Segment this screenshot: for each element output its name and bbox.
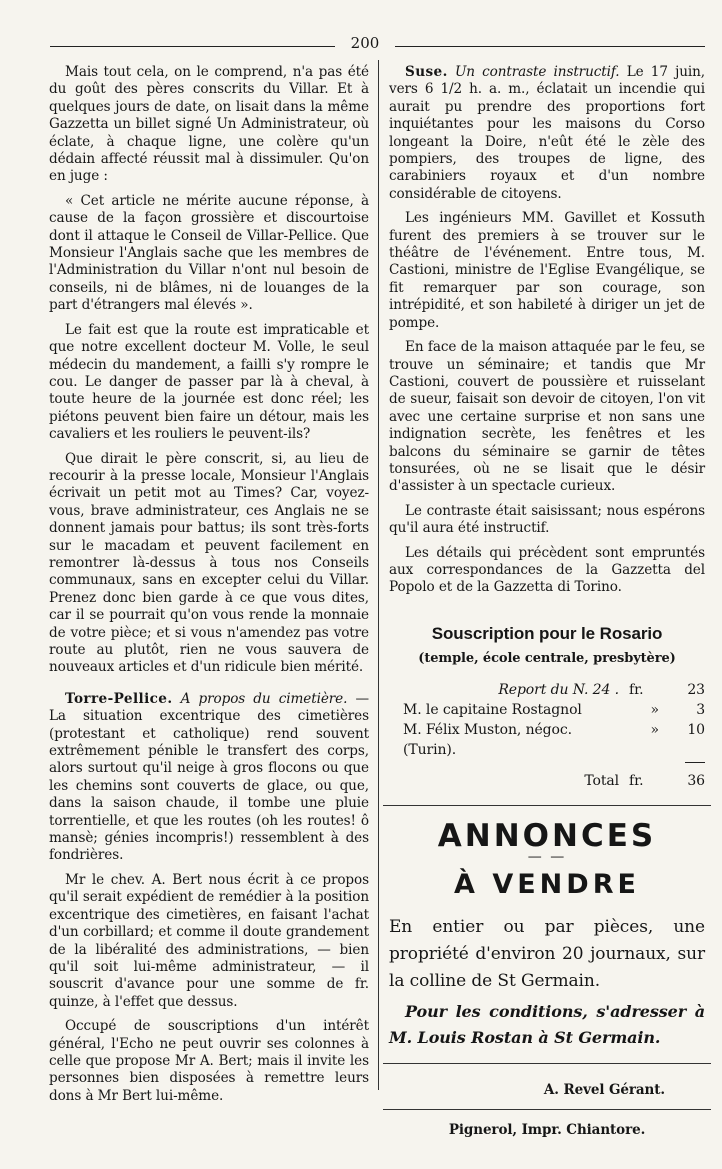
annonces-heading: ANNONCES [437, 817, 657, 854]
section-rule [383, 805, 711, 806]
subscription-row: M. Félix Muston, négoc. (Turin). » 10 [403, 721, 705, 758]
header-rule-right [395, 46, 705, 47]
right-column [389, 64, 705, 1140]
lead-contraste: Un contraste instructif. [454, 64, 620, 80]
annonces-dash: — — [527, 849, 567, 865]
gerant-signature: A. Revel Gérant. [543, 1081, 665, 1098]
footer-rule [383, 1063, 711, 1064]
paragraph-sources: Les détails qui précèdent sont empruntés aux correspondances de la Gazzetta del Popolo et de la Gazzetta di Torino. [389, 544, 705, 596]
column-divider [378, 60, 379, 1090]
ad-text: En entier ou par pièces, une propriété d'environ 20 journaux, sur la colline de St Germain. [389, 916, 705, 991]
page-number: 200 [350, 34, 380, 52]
printer-imprint: Pignerol, Impr. Chiantore. [448, 1122, 646, 1139]
paragraph-seminaire: En face de la maison attaquée par le feu, se trouve un séminaire; et tandis que Mr Castioni, couvert de poussière et ruisselant de sueur, faisait son devoir de citoyen, l'on vit avec une certaine surprise et non sans une indignation secrète, les fenêtres et les balcons du séminaire se garnir de têtes tonsurées, où ne se lisait que le désir d'assister à un spectacle curieux. [389, 339, 705, 495]
rubric-suse: Suse. [405, 64, 448, 80]
paragraph-route: Le fait est que la route est impraticable et que notre excellent docteur M. Volle, le seul médecin du mandement, a failli s'y rompre le cou. Le danger de passer par là à cheval, à toute heure de la journée est donc réel; les piétons peuvent bien faire un détour, mais les cavaliers et les rouliers le peuvent-ils? [49, 321, 369, 443]
subscription-title: Souscription pour le Rosario [431, 623, 663, 643]
paragraph-villar-intro: Mais tout cela, on le comprend, n'a pas été du goût des pères conscrits du Villar. Et à quelques jours de date, on lisait dans la même Gazzetta un billet signé Un Administrateur, où éclate, à chaque ligne, une colère qu'un dédain affecté réussit mal à dissimuler. Qu'on en juge : [49, 64, 369, 185]
rubric-torre-pellice: Torre-Pellice. [65, 690, 173, 707]
subscription-subtitle: (temple, école centrale, presbytère) [418, 651, 676, 667]
paragraph-bert: Mr le chev. A. Bert nous écrit à ce propos qu'il serait expédient de remédier à la position excentrique des cimetières, en faisant l'achat d'un corbillard; et comme il doute grandement de la libéralité des administrations, — bien qu'il soit lui-même administrateur, — il souscrit d'avance pour une somme de fr. quinze, à l'effet que dessus. [49, 871, 369, 1010]
text-cimetiere: — La situation excentrique des cimetières (protestant et catholique) rend souvent extrêmement pénible le transfert des corps, alors surtout qu'il neige à gros flocons ou que les chemins sont couverts de glace, ou que, dans la saison chaude, il tombe une pluie torrentielle, et que les routes (oh les routes! ô mansè; génies incompris!) ressemblent à des fondrières. [49, 690, 369, 864]
left-column [49, 64, 369, 1112]
paragraph-quote-administrateur: « Cet article ne mérite aucune réponse, à cause de la façon grossière et discourtoise dont il attaque le Conseil de Villar-Pellice. Que Monsieur l'Anglais sache que les membres de l'Administration du Villar n'ont nul besoin de conseils, ni de blâmes, ni de louanges de la part d'étrangers mal élevés ». [49, 192, 369, 314]
paragraph-contraste: Le contraste était saisissant; nous espérons qu'il aura été instructif. [389, 502, 705, 537]
text-incendie: Le 17 juin, vers 6 1/2 h. a. m., éclatait un incendie qui aurait pu prendre des proportions fort inquiétantes pour les maisons du Corso longeant la Doire, n'eût été le zèle des pompiers, des troupes de ligne, des carabiniers royaux et d'un nombre considérable de citoyens. [389, 64, 705, 202]
subscription-row: M. le capitaine Rostagnol » 3 [403, 701, 705, 718]
subscription-row: Report du N. 24 . fr. 23 [498, 681, 705, 698]
ad-conditions: Pour les conditions, s'adresser à M. Louis Rostan à St Germain. [389, 1001, 705, 1047]
subscription-total: Total fr. 36 [584, 772, 705, 789]
paragraph-times: Que dirait le père conscrit, si, au lieu de recourir à la presse locale, Monsieur l'Anglais écrivait un petit mot au Times? Car, voyez-vous, brave administrateur, ces Anglais ne se donnent jamais pour battus; ils sont très-forts sur le macadam et peuvent facilement en remontrer là-dessus à tous nos Conseils communaux, sans en excepter celui du Villar. Prenez donc bien garde à ce que vous dites, car il se pourrait qu'on vous rende la monnaie de votre pièce; et si vous n'amendez pas votre route au plutôt, rien ne vous sauvera de nouveaux articles et d'un ridicule bien mérité. [49, 450, 369, 676]
paragraph-ingenieurs: Les ingénieurs MM. Gavillet et Kossuth furent des premiers à se trouver sur le théâtre de l'événement. Entre tous, M. Castioni, ministre de l'Eglise Evangélique, se fit remarquer par son courage, son intrépidité, et son habileté à diriger un jet de pompe. [389, 210, 705, 331]
footer-rule-2 [383, 1109, 711, 1110]
lead-cimetiere: A propos du cimetière. [180, 690, 348, 707]
paragraph-echo: Occupé de souscriptions d'un intérêt général, l'Echo ne peut ouvrir ses colonnes à celle que propose Mr A. Bert; mais il invite les personnes bien disposées à remettre leurs dons à Mr Bert lui-même. [49, 1018, 369, 1104]
sum-rule [685, 762, 705, 763]
header-rule-left [50, 46, 335, 47]
a-vendre-title: À VENDRE [454, 869, 640, 901]
paragraph-torre-pellice [49, 691, 369, 865]
paragraph-suse [389, 64, 705, 203]
